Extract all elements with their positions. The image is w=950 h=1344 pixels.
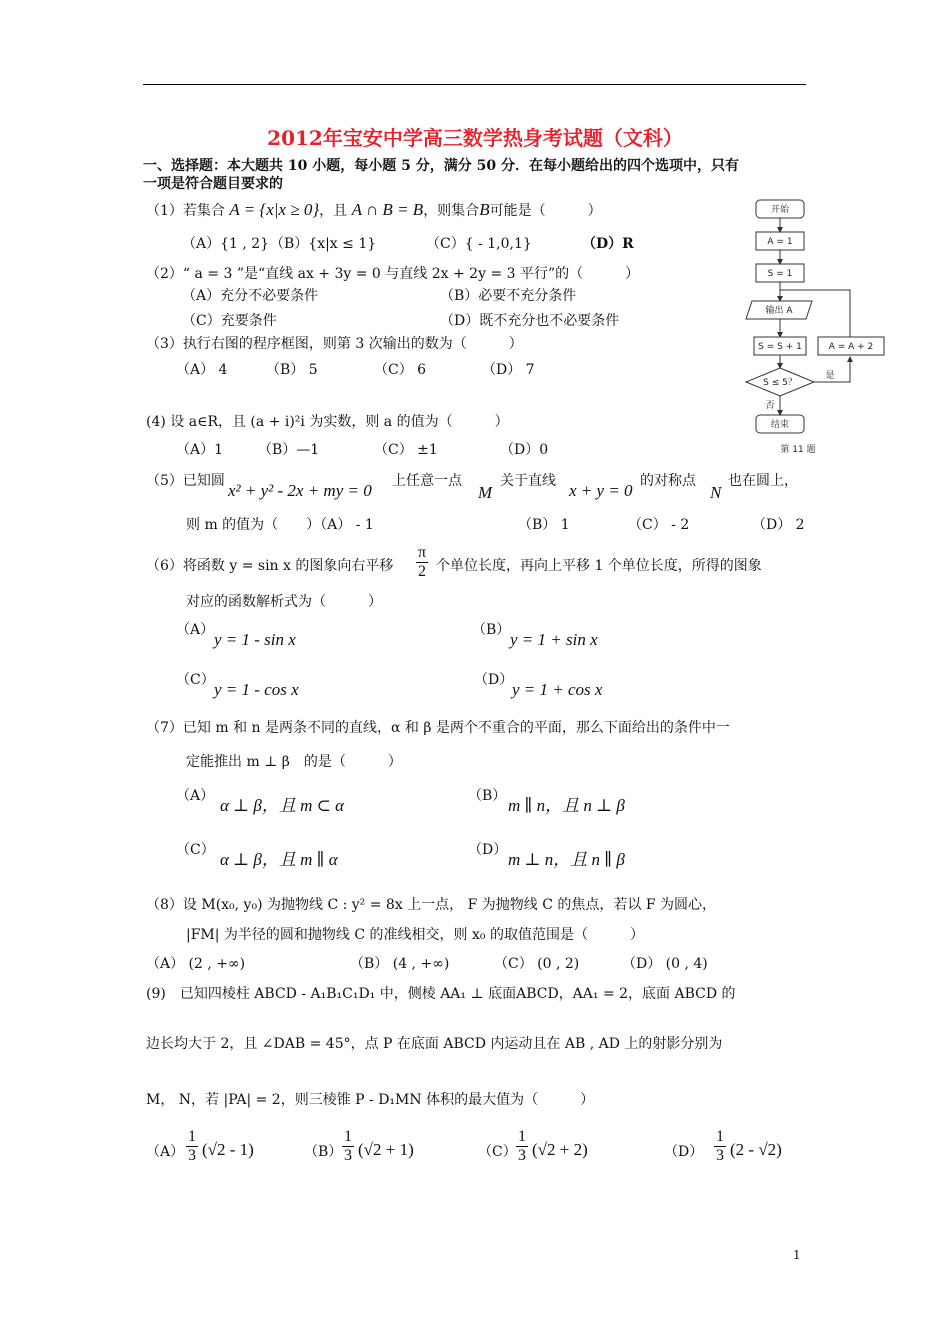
- header-rule: [143, 84, 806, 85]
- q9-option-a-label: （A）: [146, 1144, 185, 1160]
- q7-option-c-label: （C）: [176, 842, 215, 858]
- section-heading: 一、选择题：本大题共 10 小题，每小题 5 分，满分 50 分．在每小题给出的四个选项中，只有: [143, 158, 739, 174]
- q7-stem: （7）已知 m 和 n 是两条不同的直线，α 和 β 是两个不重合的平面，那么下面给出的条件中一: [146, 720, 730, 736]
- q9-stem: (9) 已知四棱柱 ABCD - A₁B₁C₁D₁ 中，侧棱 AA₁ ⊥ 底面ABCD，AA₁ = 2，底面 ABCD 的: [146, 986, 736, 1002]
- q6-option-d-label: （D）: [474, 672, 514, 688]
- q9-option-c: (√2 + 2): [532, 1140, 588, 1159]
- q9-option-d-fraction: $\frac{1}{3}$: [716, 1128, 724, 1164]
- flow-init-a-label: A = 1: [767, 237, 793, 247]
- q9-option-d-label: （D）: [664, 1144, 704, 1160]
- q8-stem: （8）设 M(x₀, y₀) 为抛物线 C : y² = 8x 上一点， F 为抛物线 C 的焦点，若以 F 为圆心，: [146, 897, 717, 913]
- q9-option-b: (√2 + 1): [358, 1140, 414, 1159]
- q7-option-d: m ⊥ n，且 n ∥ β: [508, 850, 625, 869]
- q4-option-c: （C） ±1: [374, 442, 438, 458]
- q4-stem: (4) 设 a∈R，且 (a + i)²i 为实数，则 a 的值为（ ）: [146, 414, 509, 430]
- q1-option-d: （D）R: [582, 236, 634, 252]
- q7-option-d-label: （D）: [468, 842, 508, 858]
- flow-output-label: 输出 A: [765, 306, 793, 316]
- q5-stem-start: （5）已知圆: [146, 473, 225, 489]
- q3-stem: （3）执行右图的程序框图，则第 3 次输出的数为（ ）: [146, 336, 523, 352]
- q9-stem-cont: 边长均大于 2，且 ∠DAB = 45°，点 P 在底面 ABCD 内运动且在 AB , AD 上的射影分别为: [146, 1036, 723, 1052]
- flow-yes-label: 是: [825, 371, 835, 381]
- flow-update-s-label: S = S + 1: [758, 342, 802, 352]
- q4-option-a: （A）1: [176, 442, 224, 458]
- q6-stem-cont: 对应的函数解析式为（ ）: [186, 594, 382, 610]
- flow-caption: 第 11 题: [780, 445, 816, 455]
- q9-option-a-fraction: $\frac{1}{3}$: [188, 1128, 196, 1164]
- q6-stem-end: 个单位长度，再向上平移 1 个单位长度，所得的图象: [436, 558, 762, 574]
- q5-point-n: N: [710, 483, 722, 502]
- q9-option-d: (2 - √2): [730, 1140, 782, 1159]
- q1-option-a: （A）{1 , 2}: [182, 236, 270, 252]
- q9-option-c-fraction: $\frac{1}{3}$: [518, 1128, 526, 1164]
- q6-option-b-label: （B）: [472, 622, 511, 638]
- q9-option-b-fraction: $\frac{1}{3}$: [344, 1128, 352, 1164]
- q5-option-c: （C） - 2: [628, 517, 690, 533]
- q6-stem-start: （6）将函数 y = sin x 的图象向右平移: [146, 558, 394, 574]
- q5-stem-option-a: 则 m 的值为（ ）（A） - 1: [186, 517, 374, 533]
- q7-option-a-label: （A）: [176, 788, 215, 804]
- q6-option-c: y = 1 - cos x: [214, 680, 299, 699]
- q7-option-c: α ⊥ β，且 m ∥ α: [220, 850, 338, 869]
- q4-option-b: （B）—1: [258, 442, 320, 458]
- q5-line-eq: x + y = 0: [569, 481, 633, 500]
- flow-end-label: 结束: [770, 420, 790, 430]
- flow-condition-label: S ≤ 5？: [763, 378, 797, 388]
- q8-option-c: （C） (0 , 2): [494, 956, 580, 972]
- q5-option-d: （D） 2: [752, 517, 805, 533]
- flowchart: [736, 194, 896, 464]
- q6-option-a-label: （A）: [176, 622, 215, 638]
- q1-stem: （1）若集合 A = {x|x ≥ 0}，且 A ∩ B = B，则集合B可能是（ ）: [146, 200, 602, 219]
- q3-option-c: （C） 6: [374, 362, 427, 378]
- q5-stem-mid: 上任意一点: [392, 473, 462, 489]
- q7-option-a: α ⊥ β，且 m ⊂ α: [220, 796, 345, 815]
- q8-option-a: （A） (2 , +∞): [146, 956, 246, 972]
- q6-option-c-label: （C）: [176, 672, 215, 688]
- q2-stem: （2）“ a = 3 ”是“直线 ax + 3y = 0 与直线 2x + 2y = 3 平行”的（ ）: [146, 266, 640, 282]
- q8-stem-cont: |FM| 为半径的圆和抛物线 C 的准线相交，则 x₀ 的取值范围是（ ）: [186, 927, 644, 943]
- q3-option-b: （B） 5: [266, 362, 318, 378]
- q2-option-c: （C）充要条件: [182, 313, 277, 329]
- q5-circle-eq: x² + y² - 2x + my = 0: [228, 481, 372, 500]
- flow-update-a-label: A = A + 2: [828, 342, 874, 352]
- q5-option-b: （B） 1: [518, 517, 570, 533]
- q3-option-a: （A） 4: [176, 362, 228, 378]
- page-number: 1: [793, 1248, 801, 1262]
- section-heading-cont: 一项是符合题目要求的: [143, 176, 283, 192]
- q5-stem-sym: 的对称点: [640, 473, 696, 489]
- q5-stem-line: 关于直线: [500, 473, 556, 489]
- q8-option-b: （B） (4 , +∞): [350, 956, 450, 972]
- q9-option-a: (√2 - 1): [202, 1140, 254, 1159]
- q1-option-c: （C）{ - 1,0,1}: [426, 236, 532, 252]
- q5-point-m: M: [478, 483, 493, 502]
- q3-option-d: （D） 7: [482, 362, 535, 378]
- q9-option-b-label: （B）: [304, 1144, 343, 1160]
- q7-option-b: m ∥ n，且 n ⊥ β: [508, 796, 625, 815]
- q4-option-d: （D）0: [500, 442, 549, 458]
- flow-init-s-label: S = 1: [767, 269, 793, 279]
- flow-start-label: 开始: [770, 205, 790, 215]
- q2-option-a: （A）充分不必要条件: [182, 288, 319, 304]
- q6-option-a: y = 1 - sin x: [214, 630, 296, 649]
- page-title: 2012年宝安中学高三数学热身考试题（文科）: [267, 126, 683, 150]
- q6-fraction: $\frac{\pi}{2}$: [418, 544, 427, 580]
- q6-option-d: y = 1 + cos x: [512, 680, 603, 699]
- q9-stem-end: M， N，若 |PA| = 2，则三棱锥 P - D₁MN 体积的最大值为（ ）: [146, 1092, 595, 1108]
- q2-option-b: （B）必要不充分条件: [440, 288, 577, 304]
- q5-stem-end: 也在圆上，: [728, 473, 798, 489]
- q2-option-d: （D）既不充分也不必要条件: [440, 313, 620, 329]
- q6-option-b: y = 1 + sin x: [510, 630, 598, 649]
- q1-option-b: （B）{x|x ≤ 1}: [270, 236, 377, 252]
- flow-no-label: 否: [765, 401, 775, 411]
- q8-option-d: （D） (0 , 4): [622, 956, 708, 972]
- q7-stem-cont: 定能推出 m ⊥ β 的是（ ）: [186, 754, 402, 770]
- q9-option-c-label: （C）: [478, 1144, 517, 1160]
- q7-option-b-label: （B）: [468, 788, 507, 804]
